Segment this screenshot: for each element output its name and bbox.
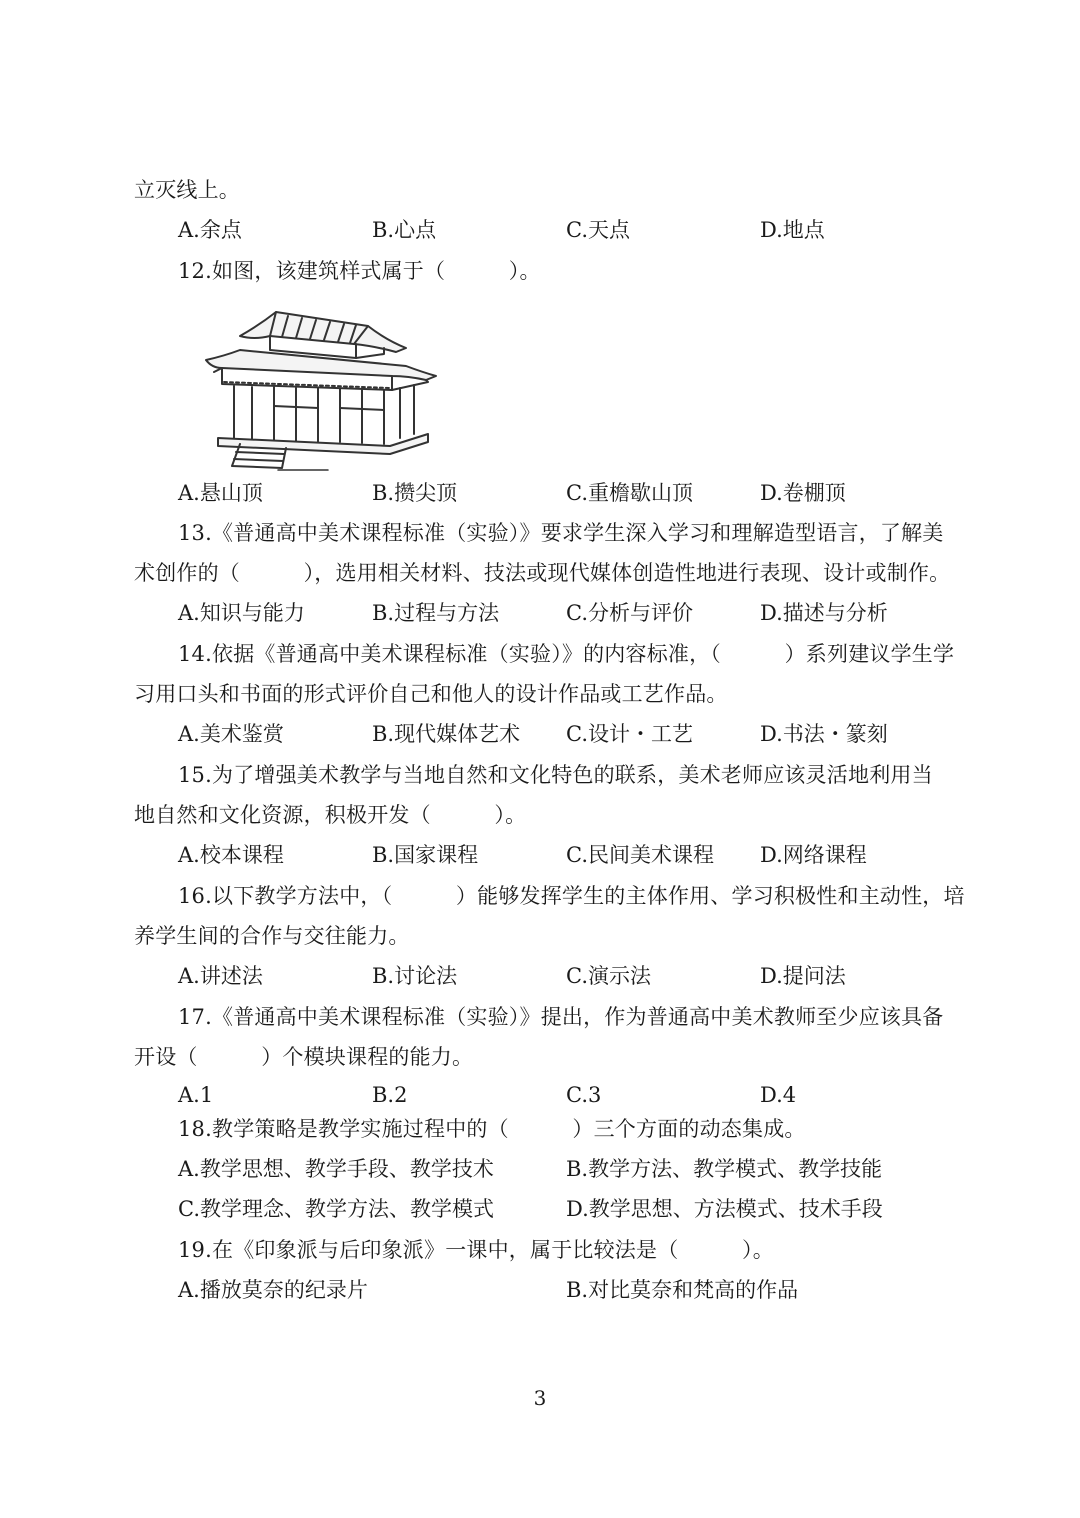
q12-option-a: A.悬山顶 <box>178 481 263 505</box>
q18-option-c: C.教学理念、教学方法、教学模式 <box>178 1197 494 1221</box>
q19-option-b: B.对比莫奈和梵高的作品 <box>566 1278 799 1302</box>
q17-option-d: D.4 <box>760 1083 797 1107</box>
q17-stem-line1: 17.《普通高中美术课程标准（实验）》提出，作为普通高中美术教师至少应该具备 <box>178 1005 944 1029</box>
q13-stem-line2: 术创作的（ ），选用相关材料、技法或现代媒体创造性地进行表现、设计或制作。 <box>134 561 951 585</box>
q15-stem-line2: 地自然和文化资源，积极开发（ ）。 <box>134 803 527 827</box>
q16-stem-line2: 养学生间的合作与交往能力。 <box>134 924 410 948</box>
q13-stem-line1: 13.《普通高中美术课程标准（实验）》要求学生深入学习和理解造型语言，了解美 <box>178 521 944 545</box>
q13-option-d: D.描述与分析 <box>760 601 888 625</box>
q19-option-a: A.播放莫奈的纪录片 <box>178 1278 368 1302</box>
q16-option-c: C.演示法 <box>566 964 651 988</box>
q18-stem: 18.教学策略是教学实施过程中的（ ）三个方面的动态集成。 <box>178 1117 806 1141</box>
q15-stem-line1: 15.为了增强美术教学与当地自然和文化特色的联系，美术老师应该灵活地利用当 <box>178 763 933 787</box>
q16-stem-line1: 16.以下教学方法中，（ ）能够发挥学生的主体作用、学习积极性和主动性，培 <box>178 884 965 908</box>
q13-option-c: C.分析与评价 <box>566 601 693 625</box>
q13-option-a: A.知识与能力 <box>178 601 305 625</box>
q15-option-c: C.民间美术课程 <box>566 843 714 867</box>
q17-stem-line2: 开设（ ）个模块课程的能力。 <box>134 1045 474 1069</box>
q14-stem-line1: 14.依据《普通高中美术课程标准（实验）》的内容标准，（ ）系列建议学生学 <box>178 642 955 666</box>
q17-option-b: B.2 <box>372 1083 408 1107</box>
q16-option-a: A.讲述法 <box>178 964 263 988</box>
q17-option-a: A.1 <box>178 1083 214 1107</box>
q12-option-b: B.攒尖顶 <box>372 481 458 505</box>
q15-option-b: B.国家课程 <box>372 843 479 867</box>
q15-option-d: D.网络课程 <box>760 843 867 867</box>
q18-option-d: D.教学思想、方法模式、技术手段 <box>566 1197 883 1221</box>
q14-option-b: B.现代媒体艺术 <box>372 722 521 746</box>
q18-option-a: A.教学思想、教学手段、教学技术 <box>178 1157 494 1181</box>
q12-option-d: D.卷棚顶 <box>760 481 846 505</box>
q11-option-c: C.天点 <box>566 218 630 242</box>
q16-option-b: B.讨论法 <box>372 964 458 988</box>
q14-option-c: C.设计・工艺 <box>566 722 693 746</box>
chinese-palace-building-icon <box>178 296 458 472</box>
q15-option-a: A.校本课程 <box>178 843 284 867</box>
q12-option-c: C.重檐歇山顶 <box>566 481 693 505</box>
q19-stem: 19.在《印象派与后印象派》一课中，属于比较法是（ ）。 <box>178 1238 774 1262</box>
q16-option-d: D.提问法 <box>760 964 846 988</box>
q14-option-a: A.美术鉴赏 <box>178 722 284 746</box>
q11-option-b: B.心点 <box>372 218 437 242</box>
q12-stem: 12.如图，该建筑样式属于（ ）。 <box>178 259 541 283</box>
q18-option-b: B.教学方法、教学模式、教学技能 <box>566 1157 883 1181</box>
q14-option-d: D.书法・篆刻 <box>760 722 888 746</box>
q17-option-c: C.3 <box>566 1083 602 1107</box>
q14-stem-line2: 习用口头和书面的形式评价自己和他人的设计作品或工艺作品。 <box>134 682 728 706</box>
q13-option-b: B.过程与方法 <box>372 601 500 625</box>
page-number: 3 <box>533 1386 547 1410</box>
q11-option-d: D.地点 <box>760 218 825 242</box>
q11-stem-tail: 立灭线上。 <box>134 178 240 202</box>
q11-option-a: A.余点 <box>178 218 242 242</box>
